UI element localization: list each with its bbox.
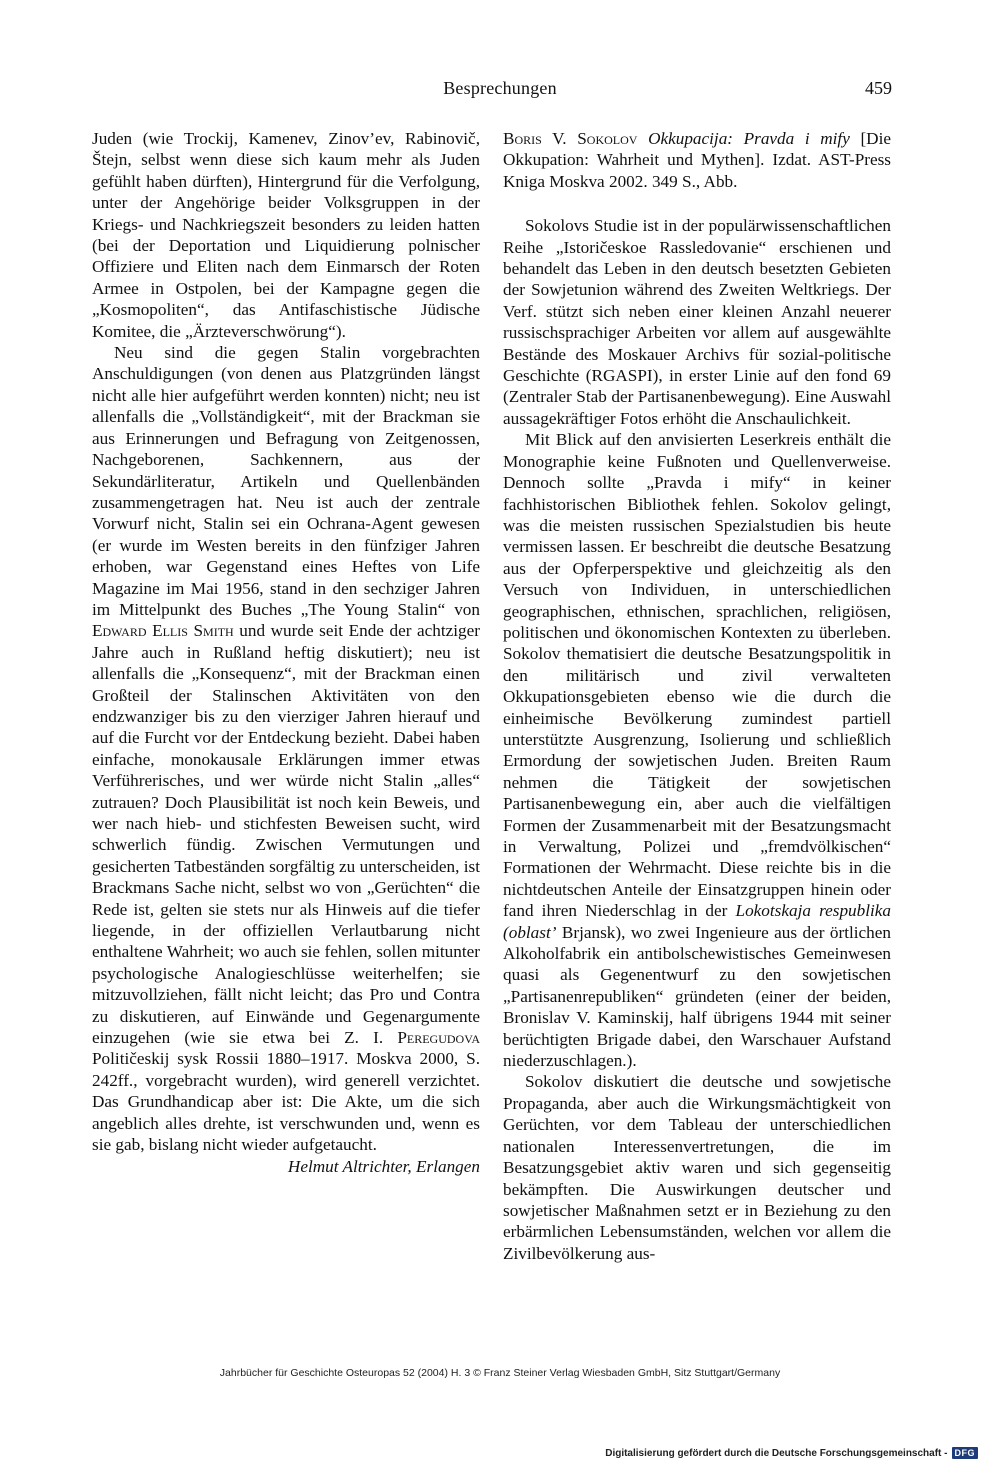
- digitization-note: Digitalisierung gefördert durch die Deutsche Forschungsgemeinschaft - DFG: [605, 1447, 978, 1459]
- right-column: [503, 128, 891, 1264]
- dfg-logo-icon: DFG: [952, 1447, 979, 1459]
- author-name: Peregudova: [397, 1028, 480, 1048]
- review-paragraph: Neu sind die gegen Stalin vorgebrachten Anschuldigungen (von denen aus Platzgründen längst nicht alle hier aufgeführt werden konnten) nicht; neu ist allenfalls die „Vollständigkeit“, mit der Brackman sie aus Erinnerungen und Befragung von Zeitgenossen, Nachgeborenen, Sachkennern, aus der Sekundärliteratur, Artikeln und Quellenbänden zusammengetragen hat. Neu ist auch der zentrale Vorwurf nicht, Stalin sei ein Ochrana-Agent gewesen (er wurde im Westen bereits in den fünfziger Jahren erhoben, war Gegenstand eines Heftes von Life Magazine im Mai 1956, stand in den sechziger Jahren im Mittelpunkt des Buches „The Young Stalin“ von Edward Ellis Smith und wurde seit Ende der achtziger Jahre auch in Rußland heftig diskutiert); neu ist allenfalls die „Konsequenz“, mit der Brackman einen Großteil der Stalinschen Aktivitäten von den endzwanziger bis zu den vierziger Jahren hierauf und auf die Furcht vor der Entdeckung bezieht. Dabei haben einfache, monokausale Erklärungen immer etwas Verführerisches, und wer würde nicht Stalin „alles“ zutrauen? Doch Plausibilität ist noch kein Beweis, und wer nach hieb- und stichfesten Beweisen sucht, wird schwerlich fündig. Zwischen Vermutungen und gesicherten Tatbeständen sorgfältig zu unterscheiden, ist Brackmans Sache nicht, selbst wo von „Gerüchten“ die Rede ist, gelten sie stets nur als Hinweis auf die tiefer liegende, in der offiziellen Verlautbarung nicht enthaltene Wahrheit; wo auch sie fehlen, sollen mitunter psychologische Analogieschlüsse weiterhelfen; sie mitzuvollziehen, fällt nicht leicht; das Pro und Contra zu diskutieren, auf Einwände und Gegenargumente einzugehen (wie sie etwa bei Z. I. Peregudova Političeskij sysk Rossii 1880–1917. Moskva 2000, S. 242ff., vorgebracht wurden), wird generell verzichtet. Das Grundhandicap aber ist: Die Akte, um die sich angeblich alles drehte, ist verschwunden und, wenn es sie gab, bislang nicht wieder aufgetaucht.: [92, 343, 480, 1155]
- review-paragraph: Juden (wie Trockij, Kamenev, Zinov’ev, Rabinovič, Štejn, selbst wenn diese sich kaum mehr als Juden gefühlt haben dürften), Hintergrund für die Verfolgung, unter der Angehörige beider Volksgruppen in der Kriegs- und Nachkriegszeit besonders zu leiden hatten (bei der Deportation und Liquidierung polnischer Offiziere und Eliten nach dem Einmarsch der Roten Armee in Ostpolen, bei der Kampagne gegen die „Kosmopoliten“, das Antifaschistische Jüdische Komitee, die „Ärzteverschwörung“).: [92, 129, 480, 341]
- left-column: [92, 128, 480, 1177]
- review-paragraph: Sokolovs Studie ist in der populärwissenschaftlichen Reihe „Istoričeskoe Rassledovanie“ erschienen und behandelt das Leben in den deutsch besetzten Gebieten der Sowjetunion während des Zweiten Weltkriegs. Der Verf. stützt sich neben einer kleinen Anzahl neuerer russischsprachiger Arbeiten vor allem auf ausgewählte Bestände des Moskauer Archivs für sozial-politische Geschichte (RGASPI), in erster Linie auf den fond 69 (Zentraler Stab der Partisanenbewegung). Eine Auswahl aussagekräftiger Fotos erhöht die Anschaulichkeit.: [503, 216, 891, 428]
- review-paragraph: Sokolov diskutiert die deutsche und sowjetische Propaganda, aber auch die Wirkungsmächtigkeit von Gerüchten, vor dem Tableau der unterschiedlichen nationalen Interessenvertretungen, die im Besatzungsgebiet aktiv waren und sich gegenseitig bekämpften. Die Auswirkungen deutscher und sowjetischer Maßnahmen setzt er in Beziehung zu den erbärmlichen Lebensumständen, welchen vor allem die Zivilbevölkerung aus-: [503, 1072, 891, 1263]
- journal-footer: Jahrbücher für Geschichte Osteuropas 52 (2004) H. 3 © Franz Steiner Verlag Wiesbaden GmbH, Sitz Stuttgart/Germany: [219, 1367, 781, 1379]
- reviewer-signature: Helmut Altrichter, Erlangen: [287, 1156, 480, 1176]
- page-number: 459: [865, 78, 892, 98]
- running-header: Besprechungen: [443, 78, 557, 98]
- book-title: Okkupacija: Pravda i mify: [648, 129, 850, 148]
- book-author: Boris V. Sokolov: [503, 129, 638, 148]
- review-paragraph: Mit Blick auf den anvisierten Leserkreis enthält die Monographie keine Fußnoten und Quellenverweise. Dennoch sollte „Pravda i mify“ in keiner fachhistorischen Bibliothek fehlen. Sokolov gelingt, was die meisten russischen Spezialstudien bis heute vermissen lassen. Er beschreibt die deutsche Besatzung aus der Opferperspektive und gleichzeitig als den Versuch von Individuen, in unterschiedlichen geographischen, ethnischen, sprachlichen, religiösen, politischen und ökonomischen Kontexten zu überleben. Sokolov thematisiert die deutsche Besatzungspolitik in den militärisch und zivil verwalteten Okkupationsgebieten ebenso wie die durch die einheimische Bevölkerung zumindest partiell unterstützte Ausgrenzung, Isolierung und schließlich Ermordung der sowjetischen Juden. Breiten Raum nehmen die Tätigkeit der sowjetischen Partisanenbewegung ein, aber auch die vielfältigen Formen der Zusammenarbeit mit der Besatzungsmacht in Verwaltung, Polizei und „fremdvölkischen“ Formationen der Wehrmacht. Diese reichte bis in die nichtdeutschen Anteile der Einsatzgruppen hinein oder fand ihren Niederschlag in der Lokotskaja respublika (oblast’ Brjansk), wo zwei Ingenieure aus der örtlichen Alkoholfabrik ein antibolschewistisches Gemeinwesen quasi als Gegenentwurf zu den sowjetischen „Partisanenrepubliken“ gründeten (einer der beiden, Bronislav V. Kaminskij, half übrigens 1944 mit seiner berüchtigten Brigade dabei, den Warschauer Aufstand niederzuschlagen.).: [503, 430, 892, 1071]
- bibliographic-entry: Boris V. Sokolov Okkupacija: Pravda i mify [Die Okkupation: Wahrheit und Mythen]. Izdat. AST-Press Kniga Moskva 2002. 349 S., Abb.: [503, 129, 891, 191]
- author-name: Edward Ellis Smith: [92, 621, 234, 641]
